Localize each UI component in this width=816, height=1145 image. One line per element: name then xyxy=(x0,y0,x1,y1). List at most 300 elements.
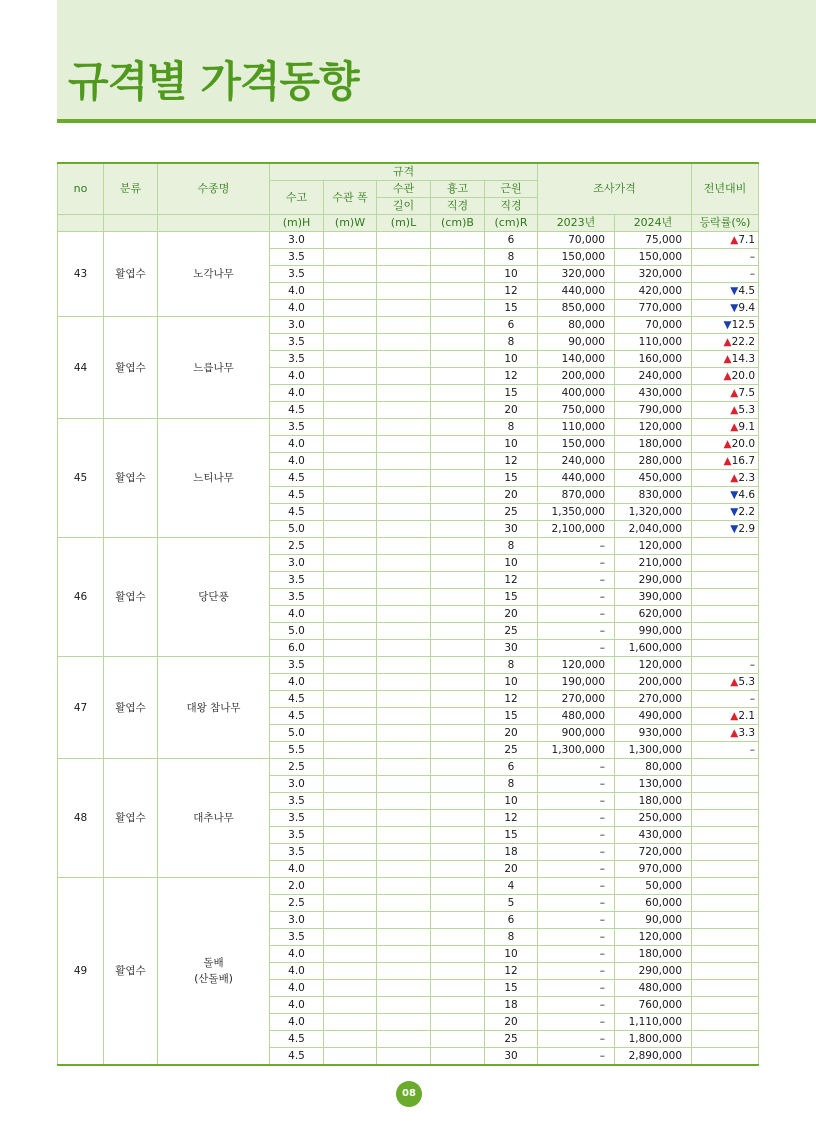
cell-crown-length xyxy=(377,300,431,317)
table-row xyxy=(58,657,759,674)
header-root-top: 근원 xyxy=(485,181,538,198)
cell-height: 4.0 xyxy=(270,283,324,300)
cell-crown-length xyxy=(377,487,431,504)
cell-change xyxy=(692,504,759,521)
cell-chest-diameter xyxy=(431,266,485,283)
change-value: 16.7 xyxy=(731,455,756,467)
cell-price-2024: 450,000 xyxy=(615,470,692,487)
cell-width xyxy=(324,946,377,963)
cell-change xyxy=(692,385,759,402)
cell-crown-length xyxy=(377,470,431,487)
cell-change xyxy=(692,487,759,504)
cell-price-2023: 90,000 xyxy=(538,334,615,351)
cell-width xyxy=(324,1031,377,1048)
cell-root-diameter: 30 xyxy=(485,640,538,657)
cell-height: 3.0 xyxy=(270,232,324,249)
cell-crown-length xyxy=(377,283,431,300)
change-value: – xyxy=(749,268,756,280)
cell-price-2024: 1,320,000 xyxy=(615,504,692,521)
change-value: 12.5 xyxy=(731,319,756,331)
cell-crown-length xyxy=(377,878,431,895)
cell-root-diameter: 20 xyxy=(485,725,538,742)
change-value: – xyxy=(749,251,756,263)
cell-price-2023: – xyxy=(538,946,615,963)
cell-width xyxy=(324,912,377,929)
cell-crown-length xyxy=(377,521,431,538)
species-name: 느티나무 xyxy=(193,472,234,484)
cell-change xyxy=(692,674,759,691)
cell-root-diameter: 12 xyxy=(485,963,538,980)
cell-price-2023: 480,000 xyxy=(538,708,615,725)
cell-width xyxy=(324,504,377,521)
change-value: 5.3 xyxy=(738,404,756,416)
cell-root-diameter: 18 xyxy=(485,844,538,861)
cell-height: 3.5 xyxy=(270,351,324,368)
triangle-up-icon: ▲ xyxy=(730,472,739,484)
cell-chest-diameter xyxy=(431,538,485,555)
cell-height: 4.0 xyxy=(270,368,324,385)
cell-root-diameter: 15 xyxy=(485,470,538,487)
change-value: 2.2 xyxy=(738,506,756,518)
cell-crown-length xyxy=(377,589,431,606)
cell-width xyxy=(324,827,377,844)
cell-category: 활엽수 xyxy=(104,419,158,538)
cell-crown-length xyxy=(377,640,431,657)
triangle-up-icon: ▲ xyxy=(723,455,732,467)
cell-price-2023: 270,000 xyxy=(538,691,615,708)
cell-width xyxy=(324,725,377,742)
cell-price-2024: 250,000 xyxy=(615,810,692,827)
change-value: 2.9 xyxy=(738,523,756,535)
cell-width xyxy=(324,283,377,300)
cell-height: 4.5 xyxy=(270,470,324,487)
header-unit-h: (m)H xyxy=(270,215,324,232)
cell-price-2024: 1,600,000 xyxy=(615,640,692,657)
cell-width xyxy=(324,963,377,980)
cell-height: 3.5 xyxy=(270,793,324,810)
cell-price-2024: 390,000 xyxy=(615,589,692,606)
cell-change xyxy=(692,810,759,827)
cell-width xyxy=(324,844,377,861)
cell-crown-length xyxy=(377,963,431,980)
header-unit-blank xyxy=(58,215,104,232)
cell-chest-diameter xyxy=(431,674,485,691)
cell-chest-diameter xyxy=(431,657,485,674)
header-width: 수관 폭 xyxy=(324,181,377,215)
cell-price-2023: 900,000 xyxy=(538,725,615,742)
cell-root-diameter: 10 xyxy=(485,674,538,691)
cell-species xyxy=(158,232,270,317)
cell-price-2023: – xyxy=(538,538,615,555)
change-value: 20.0 xyxy=(731,438,756,450)
cell-root-diameter: 25 xyxy=(485,1031,538,1048)
cell-width xyxy=(324,266,377,283)
header-crown-top: 수관 xyxy=(377,181,431,198)
cell-chest-diameter xyxy=(431,725,485,742)
cell-root-diameter: 6 xyxy=(485,317,538,334)
cell-change xyxy=(692,317,759,334)
cell-crown-length xyxy=(377,572,431,589)
cell-chest-diameter xyxy=(431,861,485,878)
cell-width xyxy=(324,793,377,810)
species-name: 돌배 xyxy=(203,957,224,969)
header-species: 수종명 xyxy=(158,163,270,215)
cell-price-2023: – xyxy=(538,793,615,810)
cell-price-2023: – xyxy=(538,912,615,929)
cell-root-diameter: 12 xyxy=(485,453,538,470)
cell-height: 4.0 xyxy=(270,436,324,453)
table-row xyxy=(58,317,759,334)
triangle-up-icon: ▲ xyxy=(730,676,739,688)
cell-crown-length xyxy=(377,929,431,946)
cell-crown-length xyxy=(377,776,431,793)
cell-chest-diameter xyxy=(431,793,485,810)
cell-chest-diameter xyxy=(431,521,485,538)
cell-chest-diameter xyxy=(431,470,485,487)
cell-no: 45 xyxy=(58,419,104,538)
cell-species xyxy=(158,657,270,759)
cell-width xyxy=(324,470,377,487)
cell-chest-diameter xyxy=(431,300,485,317)
cell-change xyxy=(692,895,759,912)
cell-height: 5.0 xyxy=(270,623,324,640)
cell-change xyxy=(692,232,759,249)
cell-height: 2.5 xyxy=(270,895,324,912)
cell-species xyxy=(158,538,270,657)
header-spec: 규격 xyxy=(270,163,538,181)
cell-chest-diameter xyxy=(431,997,485,1014)
cell-no: 43 xyxy=(58,232,104,317)
cell-change xyxy=(692,708,759,725)
cell-width xyxy=(324,606,377,623)
cell-crown-length xyxy=(377,385,431,402)
cell-price-2023: 1,300,000 xyxy=(538,742,615,759)
species-name: 대왕 참나무 xyxy=(186,701,241,714)
species-name: 느릅나무 xyxy=(193,361,234,374)
cell-crown-length xyxy=(377,827,431,844)
cell-chest-diameter xyxy=(431,878,485,895)
cell-species xyxy=(158,419,270,538)
cell-root-diameter: 15 xyxy=(485,708,538,725)
cell-chest-diameter xyxy=(431,402,485,419)
header-chest-top: 흉고 xyxy=(431,181,485,198)
cell-height: 3.5 xyxy=(270,334,324,351)
cell-price-2023: – xyxy=(538,623,615,640)
cell-change xyxy=(692,266,759,283)
triangle-up-icon: ▲ xyxy=(730,421,739,433)
change-value: – xyxy=(749,744,756,756)
cell-crown-length xyxy=(377,232,431,249)
cell-root-diameter: 15 xyxy=(485,980,538,997)
cell-price-2023: 190,000 xyxy=(538,674,615,691)
cell-chest-diameter xyxy=(431,827,485,844)
cell-price-2023: 400,000 xyxy=(538,385,615,402)
cell-chest-diameter xyxy=(431,572,485,589)
cell-change xyxy=(692,589,759,606)
cell-chest-diameter xyxy=(431,453,485,470)
cell-chest-diameter xyxy=(431,691,485,708)
cell-price-2023: – xyxy=(538,844,615,861)
species-name: 대추나무 xyxy=(193,812,234,824)
cell-root-diameter: 12 xyxy=(485,572,538,589)
cell-chest-diameter xyxy=(431,368,485,385)
cell-crown-length xyxy=(377,980,431,997)
cell-chest-diameter xyxy=(431,504,485,521)
cell-chest-diameter xyxy=(431,980,485,997)
triangle-down-icon: ▼ xyxy=(723,319,732,331)
cell-root-diameter: 20 xyxy=(485,487,538,504)
cell-root-diameter: 8 xyxy=(485,419,538,436)
cell-chest-diameter xyxy=(431,895,485,912)
cell-root-diameter: 8 xyxy=(485,657,538,674)
cell-width xyxy=(324,759,377,776)
header-rule xyxy=(57,119,816,123)
cell-change xyxy=(692,742,759,759)
triangle-up-icon: ▲ xyxy=(730,727,739,739)
cell-chest-diameter xyxy=(431,589,485,606)
cell-chest-diameter xyxy=(431,334,485,351)
cell-chest-diameter xyxy=(431,963,485,980)
header-unit-b: (cm)B xyxy=(431,215,485,232)
cell-price-2024: 480,000 xyxy=(615,980,692,997)
cell-width xyxy=(324,980,377,997)
change-value: 7.5 xyxy=(738,387,756,399)
cell-width xyxy=(324,708,377,725)
cell-price-2023: – xyxy=(538,606,615,623)
cell-width xyxy=(324,878,377,895)
cell-height: 4.5 xyxy=(270,708,324,725)
cell-price-2023: 2,100,000 xyxy=(538,521,615,538)
price-table xyxy=(57,162,759,1066)
cell-chest-diameter xyxy=(431,487,485,504)
cell-price-2023: – xyxy=(538,997,615,1014)
cell-species xyxy=(158,317,270,419)
cell-price-2023: 750,000 xyxy=(538,402,615,419)
header-category: 분류 xyxy=(104,163,158,215)
cell-change xyxy=(692,521,759,538)
page-title: 규격별 가격동향 xyxy=(68,57,359,106)
cell-price-2023: 120,000 xyxy=(538,657,615,674)
cell-height: 3.0 xyxy=(270,912,324,929)
cell-price-2024: 290,000 xyxy=(615,572,692,589)
cell-change xyxy=(692,300,759,317)
cell-change xyxy=(692,1048,759,1066)
cell-change xyxy=(692,249,759,266)
cell-crown-length xyxy=(377,538,431,555)
cell-chest-diameter xyxy=(431,419,485,436)
cell-price-2023: 870,000 xyxy=(538,487,615,504)
cell-species xyxy=(158,759,270,878)
cell-height: 3.0 xyxy=(270,317,324,334)
cell-price-2023: 1,350,000 xyxy=(538,504,615,521)
cell-price-2024: 430,000 xyxy=(615,827,692,844)
cell-chest-diameter xyxy=(431,555,485,572)
cell-price-2023: 320,000 xyxy=(538,266,615,283)
cell-price-2023: 440,000 xyxy=(538,283,615,300)
header-unit-blank xyxy=(104,215,158,232)
cell-price-2024: 80,000 xyxy=(615,759,692,776)
cell-price-2023: – xyxy=(538,963,615,980)
change-value: 9.4 xyxy=(738,302,756,314)
cell-width xyxy=(324,674,377,691)
triangle-up-icon: ▲ xyxy=(723,336,732,348)
cell-change xyxy=(692,283,759,300)
cell-crown-length xyxy=(377,368,431,385)
cell-change xyxy=(692,725,759,742)
cell-crown-length xyxy=(377,674,431,691)
change-value: – xyxy=(749,693,756,705)
cell-width xyxy=(324,895,377,912)
cell-change xyxy=(692,657,759,674)
cell-width xyxy=(324,1014,377,1031)
cell-change xyxy=(692,1031,759,1048)
cell-price-2024: 50,000 xyxy=(615,878,692,895)
cell-crown-length xyxy=(377,708,431,725)
cell-chest-diameter xyxy=(431,844,485,861)
cell-width xyxy=(324,385,377,402)
cell-height: 4.0 xyxy=(270,946,324,963)
cell-height: 4.5 xyxy=(270,1031,324,1048)
cell-price-2024: 990,000 xyxy=(615,623,692,640)
cell-price-2024: 1,800,000 xyxy=(615,1031,692,1048)
triangle-up-icon: ▲ xyxy=(723,353,732,365)
cell-width xyxy=(324,334,377,351)
table-row xyxy=(58,878,759,895)
cell-crown-length xyxy=(377,436,431,453)
cell-no: 47 xyxy=(58,657,104,759)
cell-height: 5.0 xyxy=(270,725,324,742)
cell-height: 2.5 xyxy=(270,538,324,555)
cell-crown-length xyxy=(377,1031,431,1048)
cell-price-2023: 80,000 xyxy=(538,317,615,334)
cell-width xyxy=(324,249,377,266)
cell-height: 3.5 xyxy=(270,572,324,589)
cell-height: 3.5 xyxy=(270,266,324,283)
cell-price-2023: – xyxy=(538,1031,615,1048)
cell-width xyxy=(324,436,377,453)
cell-price-2023: 850,000 xyxy=(538,300,615,317)
cell-change xyxy=(692,419,759,436)
cell-crown-length xyxy=(377,691,431,708)
cell-species xyxy=(158,878,270,1066)
cell-price-2023: 240,000 xyxy=(538,453,615,470)
cell-chest-diameter xyxy=(431,776,485,793)
cell-width xyxy=(324,861,377,878)
cell-height: 4.0 xyxy=(270,300,324,317)
cell-price-2024: 200,000 xyxy=(615,674,692,691)
cell-price-2023: 150,000 xyxy=(538,436,615,453)
cell-root-diameter: 6 xyxy=(485,759,538,776)
cell-change xyxy=(692,997,759,1014)
cell-height: 3.5 xyxy=(270,249,324,266)
cell-root-diameter: 6 xyxy=(485,912,538,929)
cell-price-2024: 90,000 xyxy=(615,912,692,929)
cell-price-2023: – xyxy=(538,861,615,878)
cell-price-2024: 60,000 xyxy=(615,895,692,912)
change-value: 14.3 xyxy=(731,353,756,365)
cell-width xyxy=(324,742,377,759)
cell-chest-diameter xyxy=(431,1014,485,1031)
cell-price-2023: – xyxy=(538,929,615,946)
cell-root-diameter: 30 xyxy=(485,521,538,538)
cell-change xyxy=(692,640,759,657)
cell-height: 3.0 xyxy=(270,776,324,793)
triangle-down-icon: ▼ xyxy=(730,489,739,501)
cell-width xyxy=(324,453,377,470)
cell-height: 5.0 xyxy=(270,521,324,538)
cell-change xyxy=(692,368,759,385)
cell-chest-diameter xyxy=(431,708,485,725)
cell-price-2024: 2,890,000 xyxy=(615,1048,692,1066)
cell-root-diameter: 15 xyxy=(485,300,538,317)
cell-height: 3.5 xyxy=(270,657,324,674)
cell-change xyxy=(692,844,759,861)
cell-height: 4.5 xyxy=(270,504,324,521)
cell-change xyxy=(692,878,759,895)
change-value: 5.3 xyxy=(738,676,756,688)
cell-width xyxy=(324,623,377,640)
cell-price-2024: 760,000 xyxy=(615,997,692,1014)
cell-price-2023: 200,000 xyxy=(538,368,615,385)
cell-chest-diameter xyxy=(431,810,485,827)
table-row xyxy=(58,538,759,555)
cell-change xyxy=(692,980,759,997)
cell-height: 3.0 xyxy=(270,555,324,572)
cell-change xyxy=(692,1014,759,1031)
cell-width xyxy=(324,300,377,317)
cell-width xyxy=(324,997,377,1014)
triangle-up-icon: ▲ xyxy=(730,404,739,416)
change-value: 2.1 xyxy=(738,710,756,722)
cell-price-2023: – xyxy=(538,776,615,793)
cell-chest-diameter xyxy=(431,1031,485,1048)
species-name: 노각나무 xyxy=(193,268,234,280)
header-rate: 등락률(%) xyxy=(692,215,759,232)
header-root-bottom: 직경 xyxy=(485,198,538,215)
cell-crown-length xyxy=(377,351,431,368)
cell-width xyxy=(324,351,377,368)
cell-price-2023: – xyxy=(538,759,615,776)
cell-root-diameter: 30 xyxy=(485,1048,538,1066)
cell-width xyxy=(324,555,377,572)
cell-root-diameter: 5 xyxy=(485,895,538,912)
cell-crown-length xyxy=(377,266,431,283)
cell-height: 4.0 xyxy=(270,674,324,691)
cell-price-2024: 720,000 xyxy=(615,844,692,861)
cell-height: 5.5 xyxy=(270,742,324,759)
table-header xyxy=(58,163,759,232)
cell-price-2023: – xyxy=(538,572,615,589)
cell-price-2024: 1,300,000 xyxy=(615,742,692,759)
triangle-up-icon: ▲ xyxy=(723,370,732,382)
cell-height: 3.5 xyxy=(270,589,324,606)
cell-crown-length xyxy=(377,861,431,878)
cell-width xyxy=(324,232,377,249)
triangle-down-icon: ▼ xyxy=(730,302,739,314)
cell-price-2023: – xyxy=(538,589,615,606)
table-row xyxy=(58,232,759,249)
triangle-down-icon: ▼ xyxy=(730,523,739,535)
page-number: 08 xyxy=(396,1081,422,1107)
header-unit-r: (cm)R xyxy=(485,215,538,232)
cell-change xyxy=(692,402,759,419)
cell-price-2024: 120,000 xyxy=(615,657,692,674)
cell-price-2024: 620,000 xyxy=(615,606,692,623)
cell-height: 4.0 xyxy=(270,980,324,997)
cell-price-2023: 440,000 xyxy=(538,470,615,487)
cell-change xyxy=(692,606,759,623)
cell-price-2024: 150,000 xyxy=(615,249,692,266)
